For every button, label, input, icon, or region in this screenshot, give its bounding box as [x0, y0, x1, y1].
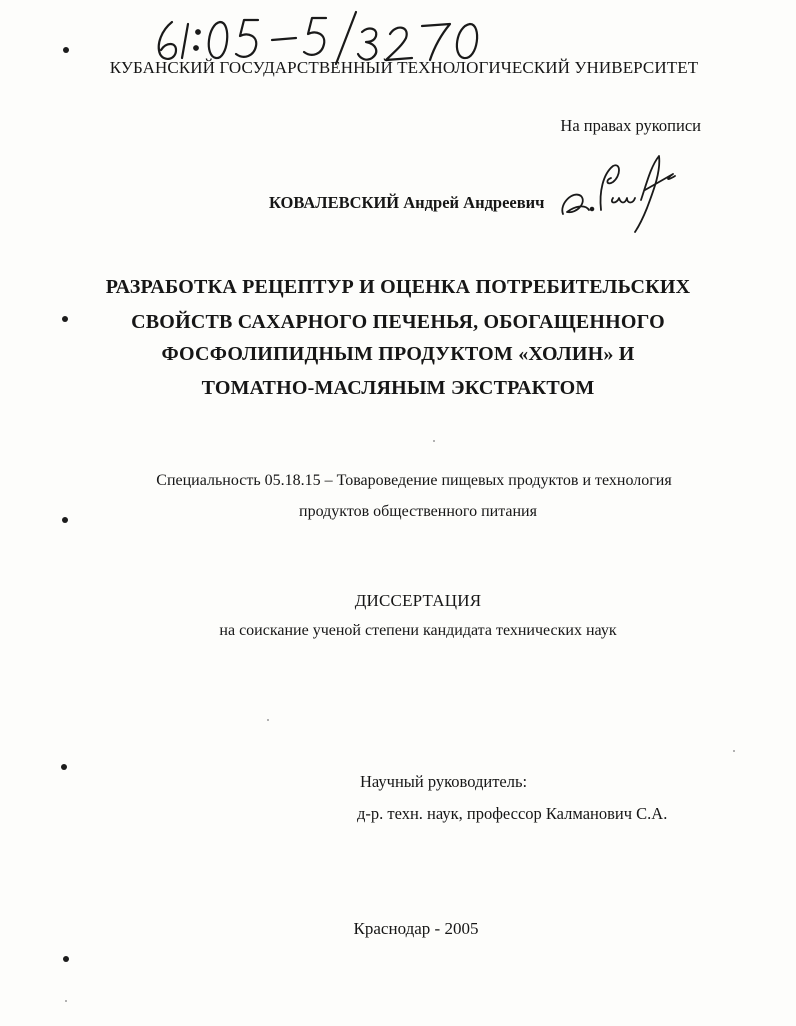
dissertation-title-line-2: СВОЙСТВ САХАРНОГО ПЕЧЕНЬЯ, ОБОГАЩЕННОГО: [131, 311, 665, 333]
dissertation-title-line-3: ФОСФОЛИПИДНЫМ ПРОДУКТОМ «ХОЛИН» И: [161, 343, 635, 365]
scan-dot-mark: [63, 956, 69, 962]
scan-speck: [433, 440, 435, 442]
scan-dot-mark: [62, 316, 68, 322]
dissertation-type: ДИССЕРТАЦИЯ: [354, 591, 482, 610]
dissertation-title-line-1: РАЗРАБОТКА РЕЦЕПТУР И ОЦЕНКА ПОТРЕБИТЕЛЬСКИХ: [105, 276, 691, 298]
advisor-name: д-р. техн. наук, профессор Калманович С.А.: [357, 804, 668, 823]
city-year: Краснодар - 2005: [353, 919, 479, 938]
author-name: КОВАЛЕВСКИЙ Андрей Андреевич: [269, 193, 545, 212]
manuscript-rights-note: На правах рукописи: [560, 116, 701, 135]
dissertation-title-line-4: ТОМАТНО-МАСЛЯНЫМ ЭКСТРАКТОМ: [201, 377, 595, 399]
scan-dot-mark: [61, 764, 67, 770]
specialty-line-2: продуктов общественного питания: [299, 503, 537, 520]
scan-speck: [65, 1000, 67, 1002]
scan-dot-mark: [63, 47, 69, 53]
scan-speck: [733, 750, 735, 752]
scan-dot-mark: [62, 517, 68, 523]
author-signature: [555, 152, 685, 236]
dissertation-purpose: на соискание ученой степени кандидата технических наук: [219, 622, 617, 639]
advisor-label: Научный руководитель:: [360, 772, 528, 791]
specialty-line-1: Специальность 05.18.15 – Товароведение пищевых продуктов и технология: [156, 472, 672, 489]
scan-speck: [267, 719, 269, 721]
university-name: КУБАНСКИЙ ГОСУДАРСТВЕННЫЙ ТЕХНОЛОГИЧЕСКИЙ УНИВЕРСИТЕТ: [109, 58, 699, 77]
